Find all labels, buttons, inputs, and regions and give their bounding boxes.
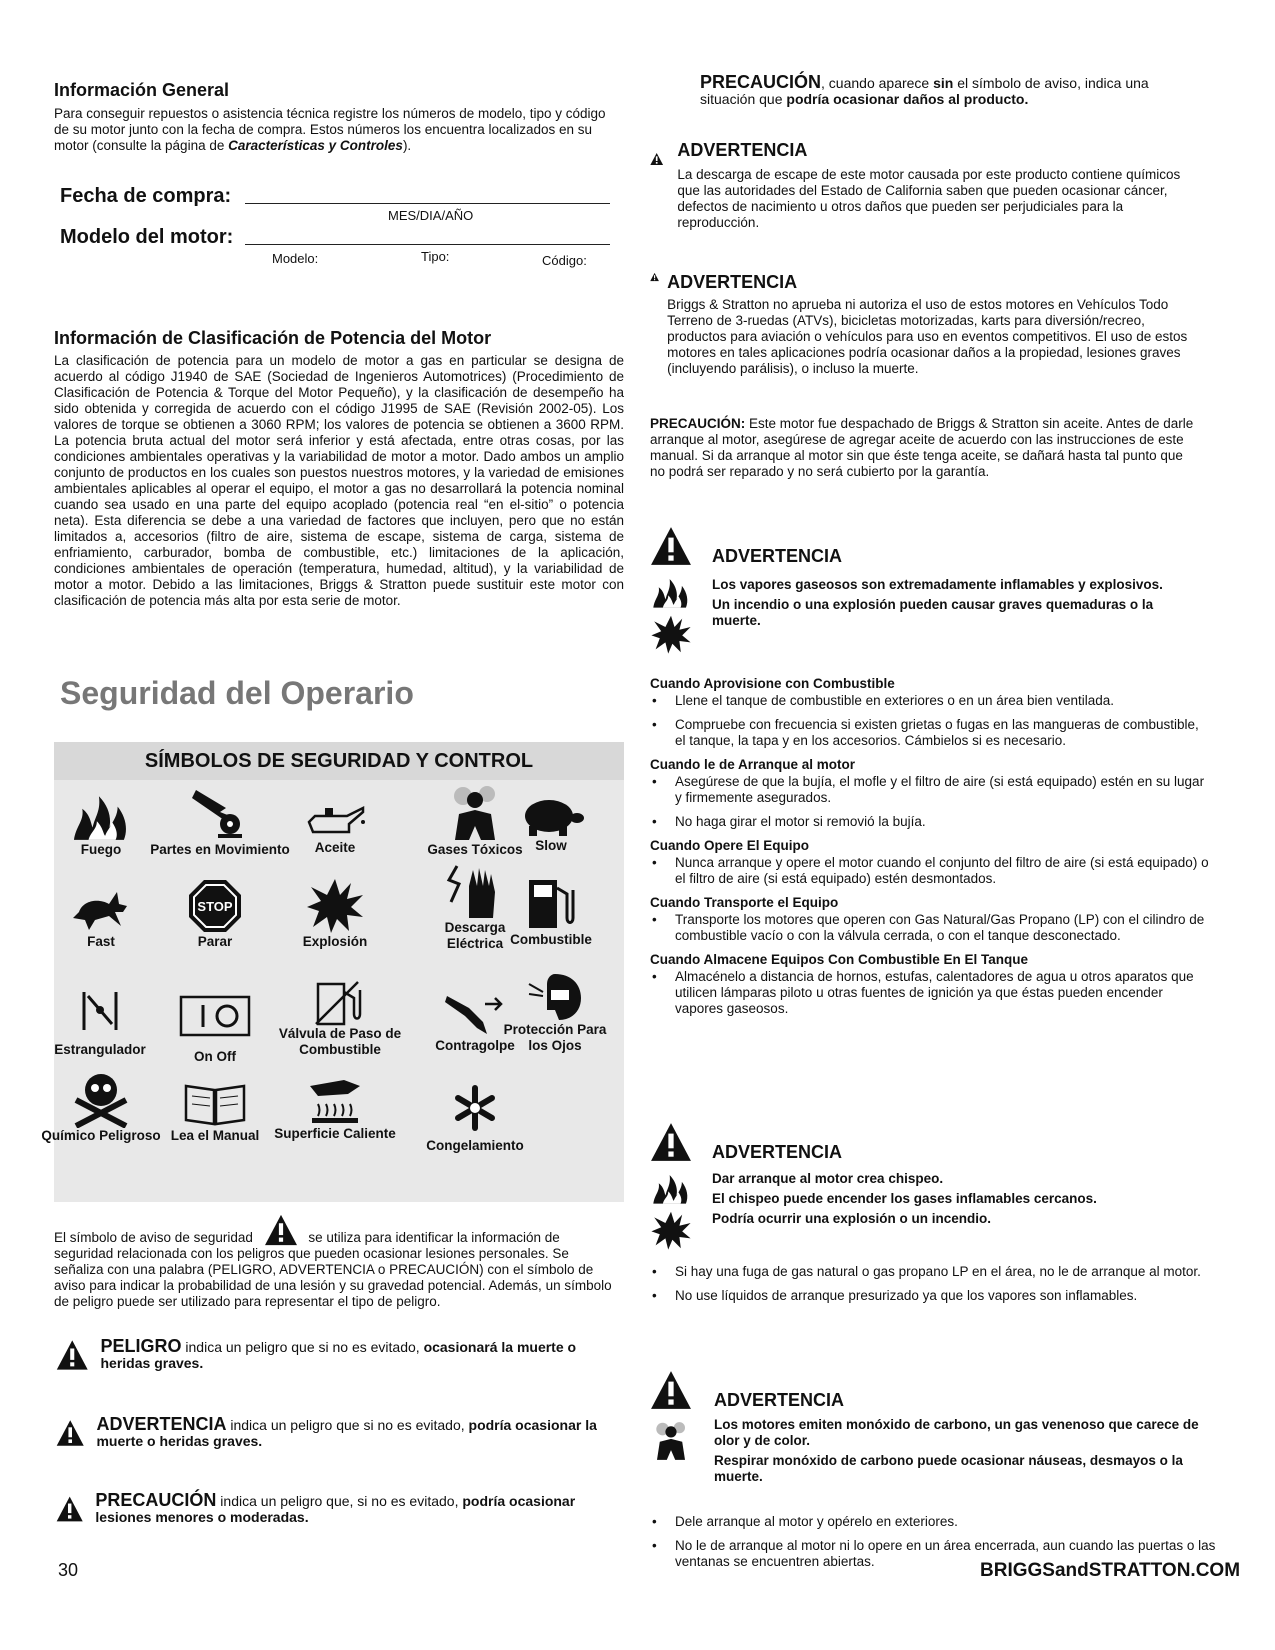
hot-surface-icon [304,1076,366,1126]
power-rating-text: La clasificación de potencia para un modelo de motor a gas en particular se designa de acuerdo al código J1940 de SAE (Sociedad de Ingenieros Automotrices) (Procedimiento de Clasificación de Potencia & Torque del Motor Pequeño), y la clasificación de desempeño ha sido obtenida y corregida de acuerdo con el código J1995 de SAE (Revisión 2002-05). Los valores de torque se obtienen a 3060 RPM; los valores de potencia se obtienen a 3600 RPM. La potencia bruta actual del motor será inferior y está afectada, entre otras cosas, por las condiciones ambientales operativas y la variabilidad de motor a motor. Dado ambos un amplio conjunto de productos en los cuales son puestos nuestros motores, y la variedad de emisiones ambientales aplicables al operar el equipo, el motor a gas no desarrollará la potencia nominal cuando sea usado en una parte del equipo acoplado (potencia real “en el-sitio” o potencia neta). Esta diferencia se debe a una variedad de factores que incluyen, pero que no están limitados a, accesorios (filtro de aire, sistema de escape, sistema de carga, sistema de enfriamiento, carburador, bomba de combustible, etc.) limitaciones de la aplicación, condiciones ambientales de operación (temperatura, humedad, altitud), y la variabilidad de motor a motor. Debido a las limitaciones, Briggs & Stratton puede sustituir este motor con clasificación de potencia más alta por esta serie de motor. [54,353,624,608]
symbols-header: SÍMBOLOS DE SEGURIDAD Y CONTROL [54,742,624,780]
list-item: • Nunca arranque y opere el motor cuando el conjunto del filtro de aire (si está equipado) o el filtro de aire (si está equipado) estén desmontados. [650,855,1210,887]
bullet-list [650,969,1210,1017]
warning-california [650,140,1190,231]
section-title: Cuando Aprovisione con Combustible [650,676,895,691]
operator-safety-title: Seguridad del Operario [60,675,414,711]
symbol-oil [270,800,400,856]
symbol-label: Fuego [80,842,122,857]
symbol-fuel-shutoff [270,980,410,1058]
eye-protection-icon [525,970,585,1022]
warning-text: La descarga de escape de este motor causada por este producto contiene químicos que las autoridades del Estado de California saben que pueden ocasionar cáncer, defectos de nacimiento u otros daños que pueden ser perjudiciales para la reproducción. [677,167,1181,230]
warning-title: ADVERTENCIA [712,546,843,566]
alert-triangle-icon [650,258,659,296]
alert-triangle-icon [56,1338,89,1372]
signal-text: ADVERTENCIA indica un peligro que si no es evitado, podría ocasionar la muerte o heridas graves. [96,1414,597,1449]
symbol-label: On Off [194,1049,236,1064]
toxic-fumes-icon [650,1419,692,1463]
fire-icon [69,790,133,842]
on-off-icon [179,995,251,1037]
list-item: • Transporte los motores que operen con Gas Natural/Gas Propano (LP) con el cilindro de combustible vacío o con la válvula cerrada, o con el tanque desconectado. [650,912,1210,944]
symbol-label: Protección Para los Ojos [503,1022,607,1053]
symbol-freezing [400,1084,550,1154]
bullet-list [650,1264,1210,1312]
symbol-label: Combustible [510,932,592,947]
alert-triangle-icon [263,1214,299,1246]
page-number: 30 [58,1560,79,1580]
signal-caution [56,1492,626,1526]
section-title: Cuando Transporte el Equipo [650,895,839,910]
signal-text: PRECAUCIÓN indica un peligro que, si no es evitado, podría ocasionar lesiones menores o moderadas. [95,1490,576,1525]
engine-model-line [245,244,610,245]
warning-title: ADVERTENCIA [677,140,808,160]
symbol-fuel [496,874,606,948]
alert-symbol-text: El símbolo de aviso de seguridad se utiliza para identificar la información de seguridad relacionada con los peligros que pueden ocasionar lesiones personales. Se señaliza con una palabra (PELIGRO, ADVERTENCIA o PRECAUCIÓN) con el símbolo de aviso para indicar la probabilidad de una lesión y su gravedad potencial. Además, un símbolo de peligro puede ser utilizado para representar el tipo de peligro. [54,1214,614,1310]
section-title: Cuando Almacene Equipos Con Combustible En El Tanque [650,952,1029,967]
moving-parts-icon [190,786,250,842]
oil-caution: PRECAUCIÓN: Este motor fue despachado de Briggs & Stratton sin aceite. Antes de darle arranque al motor, asegúrese de agregar aceite de acuerdo con las instrucciones de este manual. Si da arranque al motor sin que éste tenga aceite, se dañará hasta tal punto que no podrá ser reparado y no será cubierto por la garantía. [650,416,1194,479]
warning-fuel-vapors [712,546,1202,629]
list-item: • Llene el tanque de combustible en exteriores o en un área bien ventilada. [650,693,1210,709]
warning-co-icons [650,1370,700,1463]
power-rating-title: Información de Clasificación de Potencia del Motor [54,328,492,348]
symbol-label: Partes en Movimiento [150,842,290,857]
alert-triangle-icon [650,140,663,178]
symbol-on-off [150,995,280,1065]
general-info-text: Para conseguir repuestos o asistencia técnica registre los números de modelo, tipo y código de su motor junto con la fecha de compra. Estos números los encuentra localizados en su motor (consulte la página de Características y Controles). [54,106,606,153]
signal-warning [56,1416,626,1450]
symbol-label: Slow [535,838,567,853]
oil-can-icon [303,800,367,840]
warning-fuel-icons [650,526,700,655]
symbol-label: Parar [197,934,233,949]
section-title: Cuando Opere El Equipo [650,838,810,853]
snowflake-icon [451,1084,499,1132]
section-title: Cuando le de Arranque al motor [650,757,856,772]
type-sublabel: Tipo: [421,249,450,264]
signal-text: PELIGRO indica un peligro que si no es evitado, ocasionará la muerte o heridas graves. [100,1336,577,1371]
warning-line: Respirar monóxido de carbono puede ocasionar náuseas, desmayos o la muerte. [714,1453,1183,1484]
symbol-label: Superficie Caliente [274,1126,396,1141]
footer-website: BRIGGSandSTRATTON.COM [980,1560,1241,1581]
product-caution-notice: PRECAUCIÓN, cuando aparece sin el símbolo de aviso, indica una situación que podría ocasionar daños al producto. [700,72,1149,107]
list-item: • No haga girar el motor si removió la bujía. [650,814,1210,830]
bullet-list [650,693,1210,749]
engine-model-label: Modelo del motor: [60,226,234,248]
alert-triangle-icon [650,1122,692,1162]
alert-triangle-icon [56,1416,84,1450]
warning-atv [650,258,1190,377]
symbol-label: Contragolpe [435,1038,515,1053]
list-item: • No use líquidos de arranque presurizado ya que los vapores son inflamables. [650,1288,1210,1304]
symbol-choke [30,990,170,1058]
warning-line: El chispeo puede encender los gases inflamables cercanos. [712,1191,1097,1206]
symbol-label: Explosión [302,934,368,949]
code-sublabel: Código: [542,253,587,268]
bullet-list [650,912,1210,944]
symbol-eye-protection [496,970,614,1054]
list-item: • Dele arranque al motor y opérelo en exteriores. [650,1514,1220,1530]
warning-line: Un incendio o una explosión pueden causar graves quemaduras o la muerte. [712,597,1154,628]
signal-danger [56,1338,626,1372]
turtle-icon [517,794,585,838]
fire-icon [650,1171,692,1205]
rabbit-icon [69,882,133,934]
warning-line: Los motores emiten monóxido de carbono, un gas venenoso que carece de olor y de color. [714,1417,1199,1448]
purchase-date-line [245,203,610,204]
symbol-label: Fast [87,934,115,949]
symbol-slow [496,794,606,854]
stop-sign-text: STOP [197,899,233,914]
bullet-list [650,855,1210,887]
warning-line: Podría ocurrir una explosión o un incendio. [712,1211,992,1226]
list-item: • Compruebe con frecuencia si existen grietas o fugas en las mangueras de combustible, el tanque, la tapa y en los accesorios. Cámbielos si es necesario. [650,717,1210,749]
list-item: • No le de arranque al motor ni lo opere en un área encerrada, aun cuando las puertas o las ventanas se encuentren abiertas. [650,1538,1220,1570]
warning-line: Los vapores gaseosos son extremadamente inflamables y explosivos. [712,577,1163,592]
symbol-label: Aceite [314,840,356,855]
explosion-icon [650,1209,692,1251]
warning-title: ADVERTENCIA [667,272,798,292]
book-icon [182,1078,248,1128]
explosion-icon [305,876,365,934]
fire-icon [650,575,692,609]
symbol-label: Descarga Eléctrica [444,920,506,951]
list-item: • Si hay una fuga de gas natural o gas propano LP en el área, no le de arranque al motor. [650,1264,1210,1280]
symbol-read-manual [150,1078,280,1144]
date-format-hint: MES/DIA/AÑO [388,208,474,223]
symbol-fast [36,882,166,950]
explosion-icon [650,613,692,655]
fuel-pump-icon [525,874,577,932]
bullet-list [650,774,1210,830]
symbol-label: Químico Peligroso [41,1128,161,1143]
general-info-title: Información General [54,80,230,100]
list-item: • Asegúrese de que la bujía, el mofle y el filtro de aire (si está equipado) estén en su lugar y firmemente asegurados. [650,774,1210,806]
skull-crossbones-icon [70,1070,132,1128]
symbol-label: Gases Tóxicos [427,842,523,857]
warning-line: Dar arranque al motor crea chispeo. [712,1171,944,1186]
list-item: • Almacénelo a distancia de hornos, estufas, calentadores de agua u otros aparatos que utilicen lámparas piloto u otras fuentes de ignición ya que éstas pueden encender vapores gaseosos. [650,969,1210,1017]
warning-carbon-monoxide [714,1390,1204,1485]
warning-spark-icons [650,1122,700,1251]
symbol-chemical [36,1070,166,1144]
symbol-label: Lea el Manual [170,1128,260,1143]
purchase-date-label: Fecha de compra: [60,185,232,207]
alert-triangle-icon [650,1370,692,1410]
fuel-safety-sections [650,676,1210,1025]
symbol-hot-surface [270,1076,400,1142]
symbol-stop [150,878,280,950]
symbol-label: Válvula de Paso de Combustible [278,1026,402,1057]
warning-title: ADVERTENCIA [712,1142,843,1162]
choke-icon [80,990,120,1032]
warning-text: Briggs & Stratton no aprueba ni autoriza el uso de estos motores en Vehículos Todo Terreno de 3-ruedas (ATVs), bicicletas motorizadas, karts para diversión/recreo, productos para aviación o vehículos para uso en eventos competitivos. El uso de estos motores en tales aplicaciones podría ocasionar daños a la propiedad, lesiones graves (incluyendo parálisis), o incluso la muerte. [667,297,1188,376]
alert-triangle-icon [650,526,692,566]
model-sublabel: Modelo: [272,251,319,266]
stop-sign-icon [187,878,243,934]
warning-sparks [712,1142,1202,1227]
warning-title: ADVERTENCIA [714,1390,845,1410]
symbol-label: Congelamiento [426,1138,524,1153]
alert-triangle-icon [56,1492,83,1526]
fuel-shutoff-icon [314,980,366,1026]
symbol-explosion [270,876,400,950]
symbol-label: Estrangulador [54,1042,146,1057]
